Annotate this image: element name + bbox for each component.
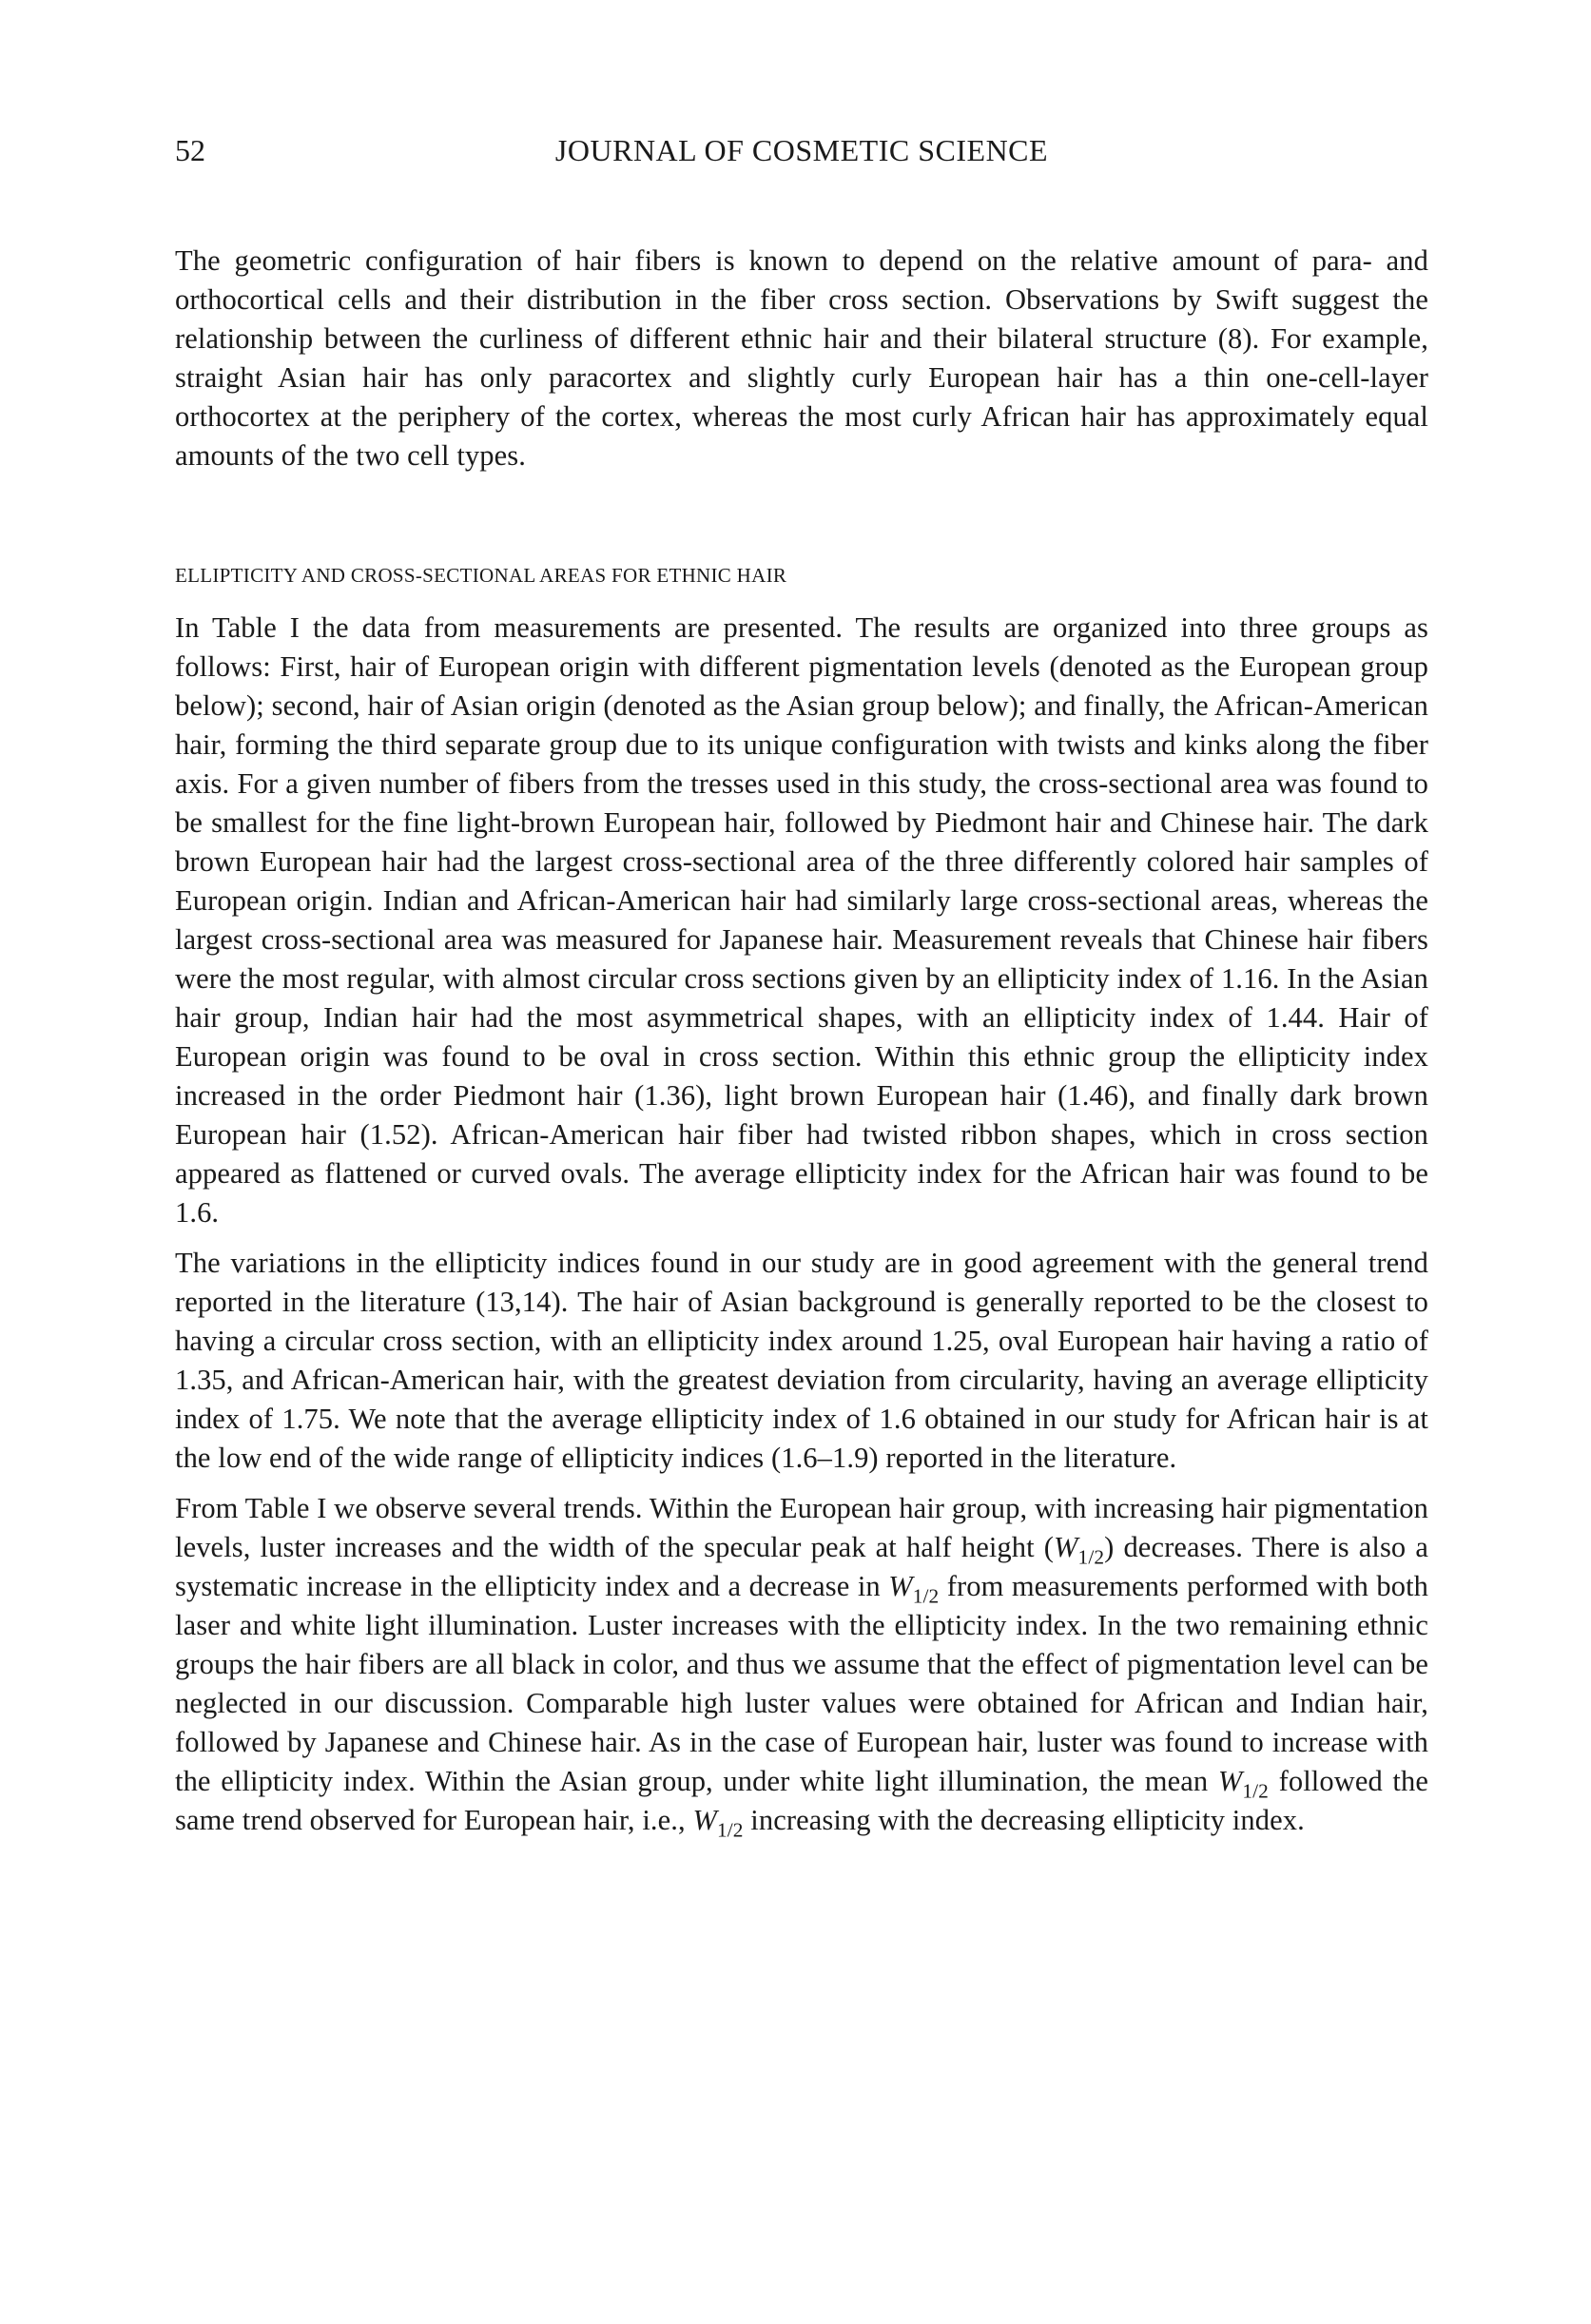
text-run: increasing with the decreasing ellipticity index. <box>743 1804 1305 1836</box>
w-half-variable: W <box>1217 1765 1243 1797</box>
page-number: 52 <box>175 133 205 167</box>
subscript: 1/2 <box>1242 1779 1269 1803</box>
section-heading: ELLIPTICITY AND CROSS-SECTIONAL AREAS FOR ETHNIC HAIR <box>175 564 787 587</box>
journal-title: JOURNAL OF COSMETIC SCIENCE <box>554 133 1049 167</box>
w-half-variable: W <box>692 1804 717 1836</box>
running-head <box>175 129 1428 171</box>
subscript: 1/2 <box>716 1818 744 1842</box>
subscript: 1/2 <box>912 1584 940 1608</box>
intro-section <box>175 242 1428 487</box>
text-run: ) decreases. There is also a systematic increase in the ellipticity index and a decrease in <box>175 1531 1428 1602</box>
w-half-variable: W <box>1054 1531 1078 1563</box>
text-run: followed the same trend observed for European hair, i.e., <box>175 1765 1428 1836</box>
paragraph-literature-comparison: The variations in the ellipticity indices found in our study are in good agreement with the general trend reported in the literature (13,14). The hair of Asian background is generally reported to be the closest to having a circular cross section, with an ellipticity index around 1.25, oval European hair having a ratio of 1.35, and African-American hair, with the greatest deviation from circularity, having an average ellipticity index of 1.75. We note that the average ellipticity index of 1.6 obtained in our study for African hair is at the low end of the wide range of ellipticity indices (1.6–1.9) reported in the literature. <box>175 1247 1428 1474</box>
subscript: 1/2 <box>1077 1545 1105 1569</box>
paragraph-table-results: In Table I the data from measurements are presented. The results are organized into three groups as follows: First, hair of European origin with different pigmentation levels (denoted as the European group below); second, hair of Asian origin (denoted as the Asian group below); and finally, the African-American hair, forming the third separate group due to its unique configuration with twists and kinks along the fiber axis. For a given number of fibers from the tresses used in this study, the cross-sectional area was found to be smallest for the fine light-brown European hair, followed by Piedmont hair and Chinese hair. The dark brown European hair had the largest cross-sectional area of the three differently colored hair samples of European origin. Indian and African-American hair had similarly large cross-sectional areas, whereas the largest cross-sectional area was measured for Japanese hair. Measurement reveals that Chinese hair fibers were the most regular, with almost circular cross sections given by an ellipticity index of 1.16. In the Asian hair group, Indian hair had the most asymmetrical shapes, with an ellipticity index of 1.44. Hair of European origin was found to be oval in cross section. Within this ethnic group the ellipticity index increased in the order Piedmont hair (1.36), light brown European hair (1.46), and finally dark brown European hair (1.52). African-American hair fiber had twisted ribbon shapes, which in cross section appeared as flattened or curved ovals. The average ellipticity index for the African hair was found to be 1.6. <box>175 611 1428 1229</box>
text-run: From Table I we observe several trends. Within the European hair group, with increasing hair pigmentation levels, luster increases and the width of the specular peak at half height ( <box>175 1492 1428 1563</box>
paragraph-trends <box>175 1489 1428 1840</box>
w-half-variable: W <box>888 1570 913 1602</box>
text-run: from measurements performed with both laser and white light illumination. Luster increases with the ellipticity index. In the two remaining ethnic groups the hair fibers are all black in color, and thus we assume that the effect of pigmentation level can be neglected in our discussion. Comparable high luster values were obtained for African and Indian hair, followed by Japanese and Chinese hair. As in the case of European hair, luster was found to increase with the ellipticity index. Within the Asian group, under white light illumination, the mean <box>175 1570 1428 1797</box>
intro-paragraph: The geometric configuration of hair fibers is known to depend on the relative amount of para- and orthocortical cells and their distribution in the fiber cross section. Observations by Swift suggest the relationship between the curliness of different ethnic hair and their bilateral structure (8). For example, straight Asian hair has only paracortex and slightly curly European hair has a thin one-cell-layer orthocortex at the periphery of the cortex, whereas the most curly African hair has approximately equal amounts of the two cell types. <box>175 244 1428 472</box>
section-body <box>175 609 1428 1851</box>
